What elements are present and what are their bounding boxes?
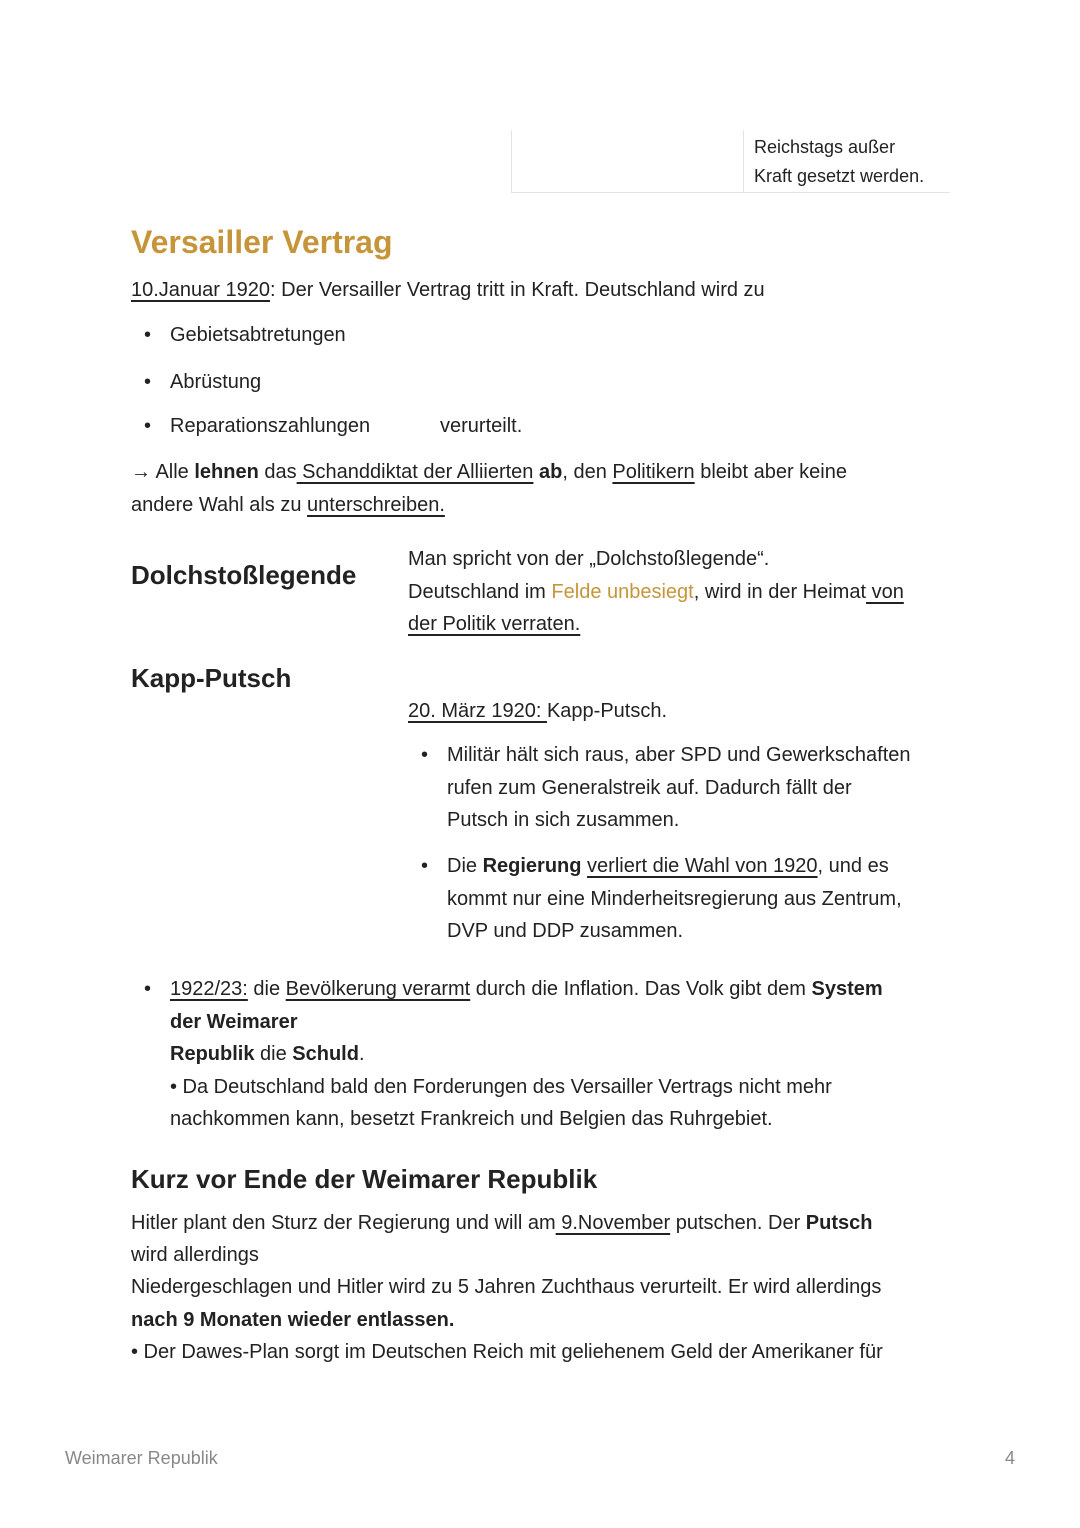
text-run: Die bbox=[447, 855, 483, 877]
text-run: , den bbox=[562, 461, 613, 483]
table-cell bbox=[754, 133, 924, 191]
text-run: putschen. Der bbox=[670, 1212, 806, 1234]
dolchstoss-line3: der Politik verraten. bbox=[408, 613, 581, 635]
text-run: Putsch bbox=[805, 1212, 873, 1234]
list-item-cont: kommt nur eine Minderheitsregierung aus Zentrum, bbox=[447, 888, 902, 910]
section-heading-ende: Kurz vor Ende der Weimarer Republik bbox=[131, 1164, 598, 1194]
text-run: die bbox=[254, 1043, 293, 1065]
ende-line1 bbox=[131, 1207, 872, 1240]
text-run: Kapp-Putsch. bbox=[546, 700, 668, 722]
list-item-cont: DVP und DDP zusammen. bbox=[447, 920, 684, 942]
text-run: Regierung bbox=[482, 855, 582, 877]
ende-line4: nach 9 Monaten wieder entlassen. bbox=[131, 1309, 455, 1331]
text-run: von bbox=[866, 581, 904, 603]
text-run: 9.November bbox=[555, 1212, 671, 1234]
footer-title: Weimarer Republik bbox=[65, 1448, 218, 1468]
list-item bbox=[170, 973, 883, 1006]
text-run: die bbox=[247, 978, 286, 1000]
section-heading-dolchstoss: Dolchstoßlegende bbox=[131, 560, 357, 590]
text-run: lehnen bbox=[194, 461, 259, 483]
text-run: , und es bbox=[817, 855, 889, 877]
text-run: System bbox=[811, 978, 883, 1000]
list-item: • Reparationszahlungen bbox=[170, 410, 370, 443]
list-item-cont bbox=[170, 1038, 365, 1071]
list-item: • Gebietsabtretungen bbox=[170, 319, 346, 352]
text-run: Bevölkerung verarmt bbox=[285, 978, 471, 1000]
text-run: das bbox=[258, 461, 297, 483]
ende-line3: Niedergeschlagen und Hitler wird zu 5 Jahren Zuchthaus verurteilt. Er wird allerdings bbox=[131, 1276, 882, 1298]
list-item-cont: nachkommen kann, besetzt Frankreich und Belgien das Ruhrgebiet. bbox=[170, 1108, 773, 1130]
kapp-date-line bbox=[408, 695, 667, 728]
dolchstoss-line1: Man spricht von der „Dolchstoßlegende“. bbox=[408, 548, 770, 570]
table-fragment bbox=[511, 130, 950, 193]
text-run: verliert die Wahl von 1920 bbox=[587, 855, 818, 877]
versailles-conclusion-line1 bbox=[131, 456, 847, 489]
text-run: , wird in der Heimat bbox=[693, 581, 867, 603]
table-divider bbox=[743, 130, 744, 192]
text-run: Hitler plant den Sturz der Regierung und will am bbox=[131, 1212, 556, 1234]
list-item-cont: Putsch in sich zusammen. bbox=[447, 809, 680, 831]
ende-line2: wird allerdings bbox=[131, 1244, 259, 1266]
list-item: • Militär hält sich raus, aber SPD und Gewerkschaften bbox=[447, 739, 911, 772]
table-cell-line: Kraft gesetzt werden. bbox=[754, 166, 925, 186]
ende-line5: • Der Dawes-Plan sorgt im Deutschen Reich mit geliehenem Geld der Amerikaner für bbox=[131, 1341, 883, 1363]
list-item: • Abrüstung bbox=[170, 366, 261, 399]
text-run: Felde unbesiegt bbox=[551, 581, 694, 603]
arrow-icon: → bbox=[131, 461, 151, 483]
text-run: unterschreiben. bbox=[307, 494, 445, 516]
text-run: . bbox=[358, 1043, 365, 1065]
list-item-cont: rufen zum Generalstreik auf. Dadurch fällt der bbox=[447, 777, 852, 799]
text-run: Republik bbox=[170, 1043, 255, 1065]
text-run: Alle bbox=[151, 461, 195, 483]
list-item-cont: • Da Deutschland bald den Forderungen des Versailler Vertrags nicht mehr bbox=[170, 1076, 832, 1098]
text-run: Politikern bbox=[612, 461, 695, 483]
versailles-intro-text: : Der Versailler Vertrag tritt in Kraft. Deutschland wird zu bbox=[270, 279, 765, 301]
text-run: andere Wahl als zu bbox=[131, 494, 308, 516]
section-heading-kapp: Kapp-Putsch bbox=[131, 663, 292, 693]
text-run: Schanddiktat der Alliierten bbox=[296, 461, 534, 483]
page-number: 4 bbox=[1004, 1448, 1015, 1468]
text-run: durch die Inflation. Das Volk gibt dem bbox=[470, 978, 812, 1000]
versailles-date: 10.Januar 1920 bbox=[131, 279, 271, 301]
versailles-intro bbox=[131, 274, 765, 307]
list-item bbox=[447, 850, 889, 883]
inflation-date: 1922/23: bbox=[170, 978, 248, 1000]
list-item-cont: der Weimarer bbox=[170, 1011, 298, 1033]
versailles-verdict: verurteilt. bbox=[440, 415, 523, 437]
section-heading-versailles: Versailler Vertrag bbox=[131, 224, 393, 260]
text-run: Schuld bbox=[292, 1043, 359, 1065]
kapp-date: 20. März 1920: bbox=[408, 700, 547, 722]
versailles-conclusion-line2 bbox=[131, 489, 445, 522]
table-cell-line: Reichstags außer bbox=[754, 137, 896, 157]
text-run: Deutschland im bbox=[408, 581, 552, 603]
dolchstoss-line2 bbox=[408, 576, 904, 609]
text-run: bleibt aber keine bbox=[694, 461, 847, 483]
text-run: ab bbox=[539, 461, 563, 483]
